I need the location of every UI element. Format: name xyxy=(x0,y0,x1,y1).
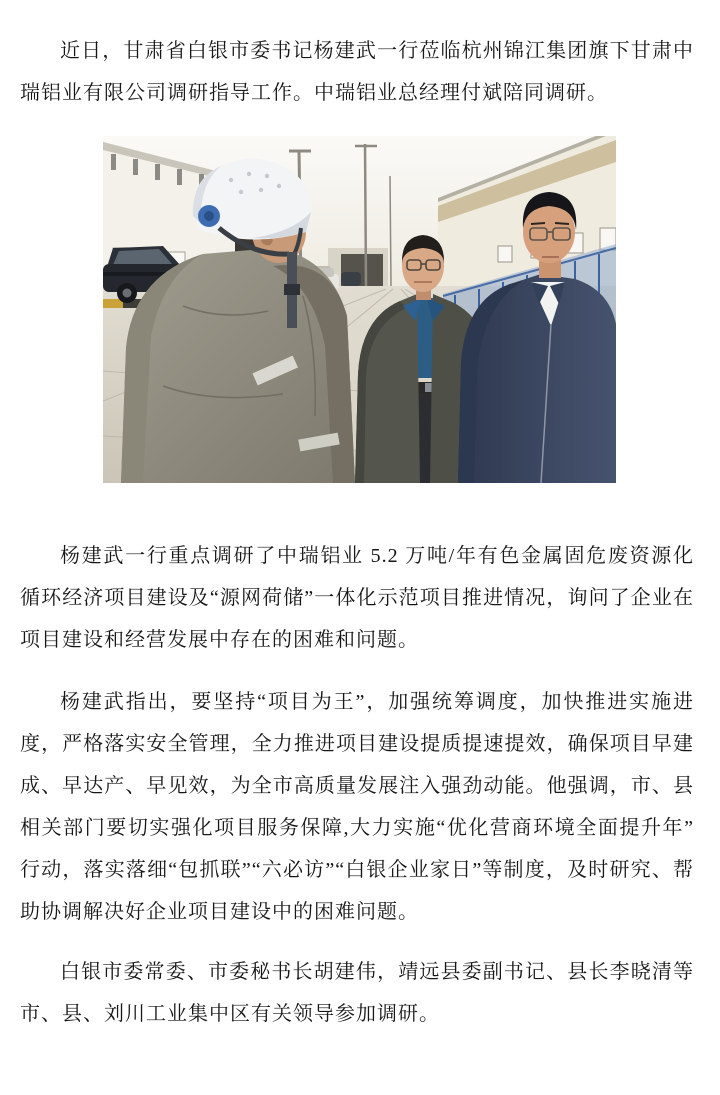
paragraph-intro: 近日，甘肃省白银市委书记杨建武一行莅临杭州锦江集团旗下甘肃中瑞铝业有限公司调研指导工作。中瑞铝业总经理付斌陪同调研。 xyxy=(20,40,694,104)
paragraph-projects: 杨建武一行重点调研了中瑞铝业 5.2 万吨/年有色金属固危废资源化循环经济项目建设及“源网荷储”一体化示范项目推进情况，询问了企业在项目建设和经营发展中存在的困难和问题。 xyxy=(20,545,694,651)
site-visit-photo xyxy=(103,136,616,483)
site-visit-photo-illustration xyxy=(103,136,616,483)
paragraph-attendees: 白银市委常委、市委秘书长胡建伟，靖远县委副书记、县长李晓清等市、县、刘川工业集中区有关领导参加调研。 xyxy=(20,961,694,1025)
paragraph-remarks: 杨建武指出，要坚持“项目为王”，加强统筹调度，加快推进实施进度，严格落实安全管理，全力推进项目建设提质提速提效，确保项目早建成、早达产、早见效，为全市高质量发展注入强劲动能。他强调，市、县相关部门要切实强化项目服务保障,大力实施“优化营商环境全面提升年”行动，落实落细“包抓联”“六必访”“白银企业家日”等制度，及时研究、帮助协调解决好企业项目建设中的困难问题。 xyxy=(20,691,694,923)
